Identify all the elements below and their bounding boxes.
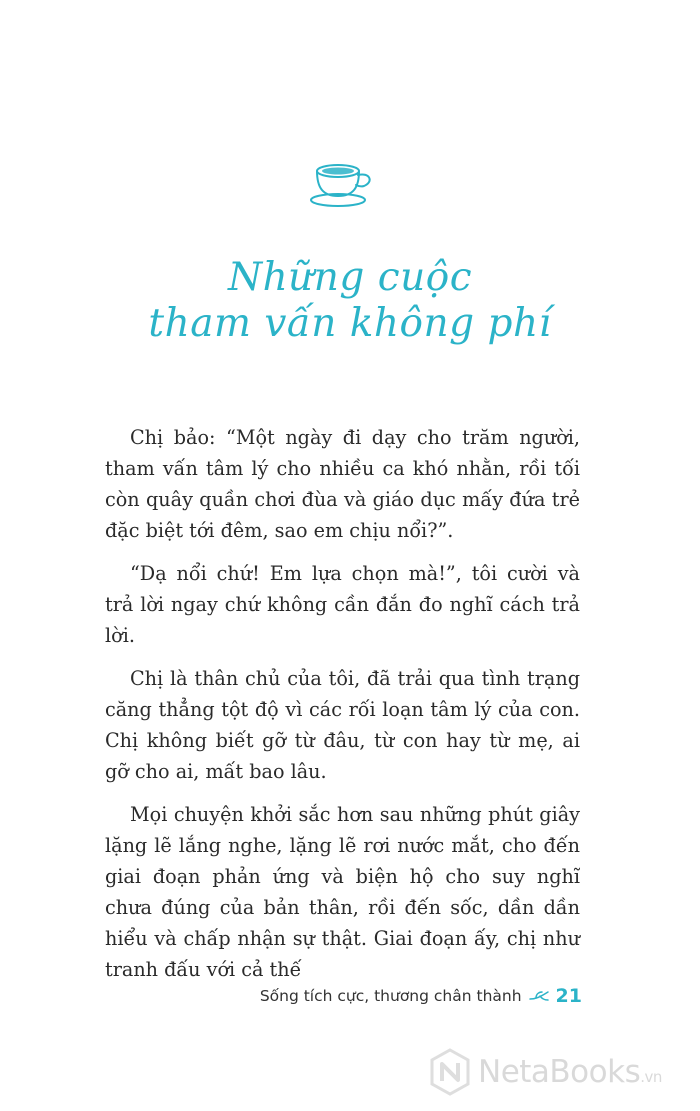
paragraph: Mọi chuyện khởi sắc hơn sau những phút giây lặng lẽ lắng nghe, lặng lẽ rơi nước mắt, cho đến giai đoạn phản ứng và biện hộ cho suy nghĩ chưa đúng của bản thân, rồi đến sốc, dần dần hiểu và chấp nhận sự thật. Giai đoạn ấy, chị như tranh đấu với cả thế [105,803,580,981]
coffee-cup-icon [308,158,376,210]
watermark-text: NetaBooks.vn [478,1054,662,1090]
book-title: Sống tích cực, thương chân thành [259,987,522,1005]
paragraph: Chị là thân chủ của tôi, đã trải qua tình trạng căng thẳng tột độ vì các rối loạn tâm lý của con. Chị không biết gỡ từ đâu, từ con hay từ mẹ, ai gỡ cho ai, mất bao lâu. [105,667,580,783]
chapter-title-line1: Những cuộc [227,255,473,300]
watermark [428,1044,662,1100]
page-footer [260,985,582,1007]
chapter-title-line2: tham vấn không phí [148,301,552,346]
netabooks-logo-icon [428,1047,472,1097]
page-number: 21 [555,985,582,1007]
body-text [105,422,580,997]
leaf-ornament-icon [528,989,550,1003]
paragraph: “Dạ nổi chứ! Em lựa chọn mà!”, tôi cười và trả lời ngay chứ không cần đắn đo nghĩ cách trả lời. [105,562,580,647]
paragraph: Chị bảo: “Một ngày đi dạy cho trăm người, tham vấn tâm lý cho nhiều ca khó nhằn, rồi tối còn quây quần chơi đùa và giáo dục mấy đứa trẻ đặc biệt tới đêm, sao em chịu nổi?”. [105,426,580,542]
